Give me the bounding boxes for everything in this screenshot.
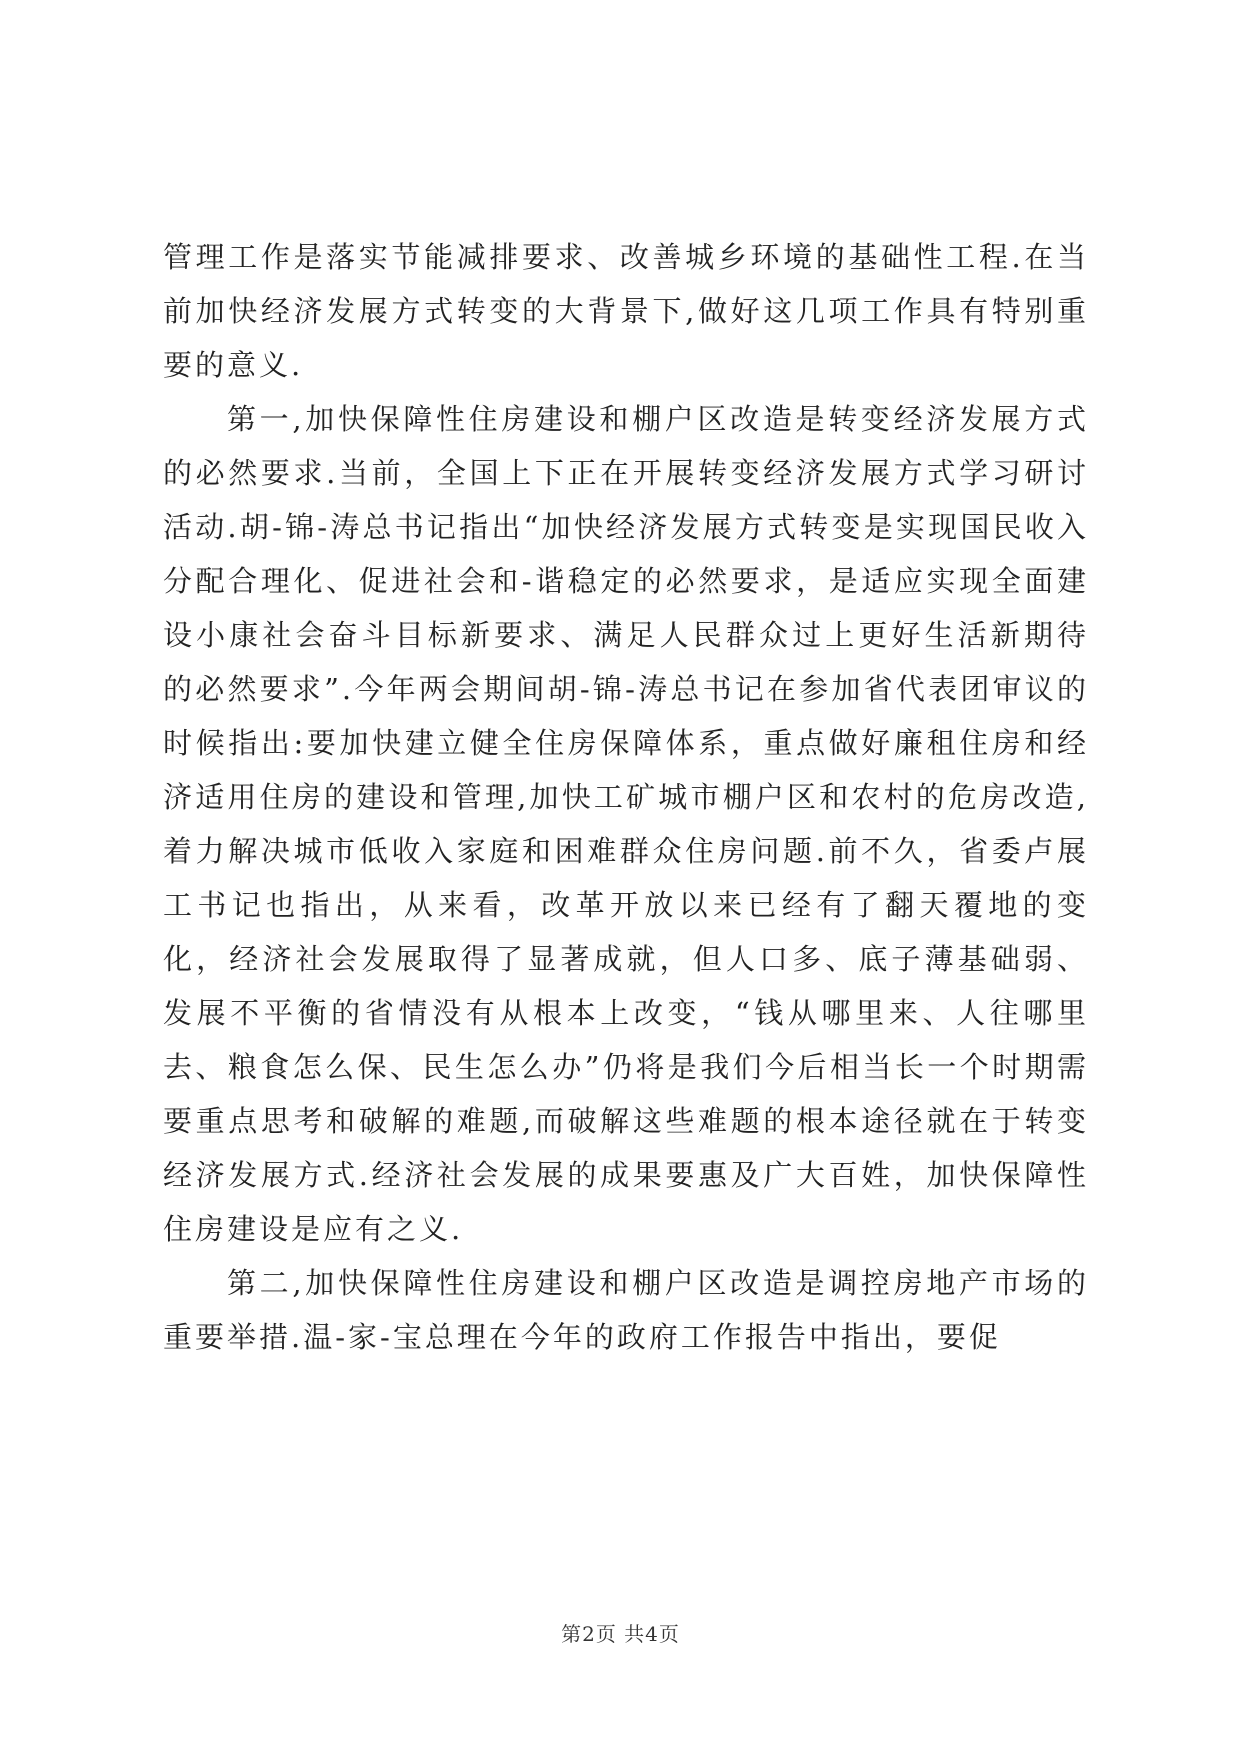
paragraph-point-two: 第二,加快保障性住房建设和棚户区改造是调控房地产市场的重要举措.温-家-宝总理在今年的政府工作报告中指出，要促 [163, 1266, 1089, 1354]
paragraph-point-one: 第一,加快保障性住房建设和棚户区改造是转变经济发展方式的必然要求.当前，全国上下正在开展转变经济发展方式学习研讨活动.胡-锦-涛总书记指出“加快经济发展方式转变是实现国民收入分配合理化、促进社会和-谐稳定的必然要求，是适应实现全面建设小康社会奋斗目标新要求、满足人民群众过上更好生活新期待的必然要求”.今年两会期间胡-锦-涛总书记在参加省代表团审议的时候指出:要加快建立健全住房保障体系，重点做好廉租住房和经济适用住房的建设和管理,加快工矿城市棚户区和农村的危房改造,着力解决城市低收入家庭和困难群众住房问题.前不久，省委卢展工书记也指出，从来看，改革开放以来已经有了翻天覆地的变化，经济社会发展取得了显著成就，但人口多、底子薄基础弱、发展不平衡的省情没有从根本上改变，“钱从哪里来、人往哪里去、粮食怎么保、民生怎么办”仍将是我们今后相当长一个时期需要重点思考和破解的难题,而破解这些难题的根本途径就在于转变经济发展方式.经济社会发展的成果要惠及广大百姓，加快保障性住房建设是应有之义. [163, 402, 1089, 1246]
document-body [163, 230, 1089, 1364]
page-number-footer: 第2页 共4页 [561, 1622, 680, 1646]
paragraph-continuation: 管理工作是落实节能减排要求、改善城乡环境的基础性工程.在当前加快经济发展方式转变的大背景下,做好这几项工作具有特别重要的意义. [163, 240, 1089, 382]
